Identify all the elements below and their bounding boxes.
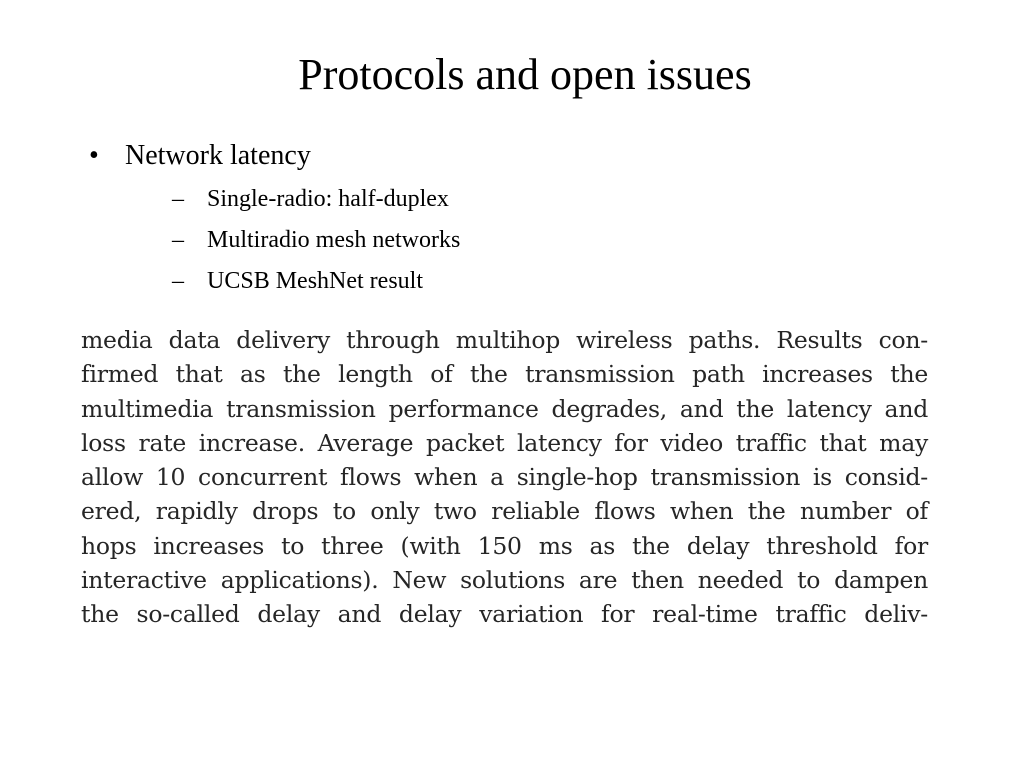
dash-icon: – bbox=[172, 186, 184, 212]
excerpt-line: multimedia transmission performance degrades, and the latency and bbox=[81, 394, 928, 423]
sub-item-text: Multiradio mesh networks bbox=[207, 227, 461, 253]
book-excerpt-image bbox=[81, 323, 928, 629]
excerpt-line: media data delivery through multihop wireless paths. Results con- bbox=[81, 326, 928, 354]
bullet-network-latency bbox=[89, 137, 460, 302]
slide-title: Protocols and open issues bbox=[298, 50, 752, 99]
dash-icon: – bbox=[172, 268, 184, 294]
excerpt-line: firmed that as the length of the transmission path increases the bbox=[81, 360, 928, 389]
excerpt-line: ered, rapidly drops to only two reliable flows when the number of bbox=[81, 497, 928, 526]
excerpt-line: loss rate increase. Average packet latency for video traffic that may bbox=[81, 428, 928, 457]
sub-item-text: Single-radio: half-duplex bbox=[207, 186, 449, 212]
bullet-list bbox=[89, 137, 460, 302]
excerpt-line: allow 10 concurrent flows when a single-hop transmission is consid- bbox=[81, 463, 928, 492]
sub-item-text: UCSB MeshNet result bbox=[207, 268, 423, 294]
excerpt-line: interactive applications). New solutions are then needed to dampen bbox=[81, 566, 928, 595]
excerpt-line-cut-off: the so-called delay and delay variation for real-time traffic deliv- bbox=[81, 600, 928, 629]
bullet-dot-icon: • bbox=[89, 140, 99, 171]
dash-icon: – bbox=[172, 227, 184, 253]
bullet-text: Network latency bbox=[125, 140, 311, 171]
excerpt-line: hops increases to three (with 150 ms as the delay threshold for bbox=[81, 531, 928, 560]
sub-item-multiradio bbox=[125, 220, 460, 261]
sub-bullet-list bbox=[125, 179, 460, 302]
sub-item-single-radio bbox=[125, 179, 460, 220]
sub-item-ucsb-meshnet bbox=[125, 261, 460, 302]
